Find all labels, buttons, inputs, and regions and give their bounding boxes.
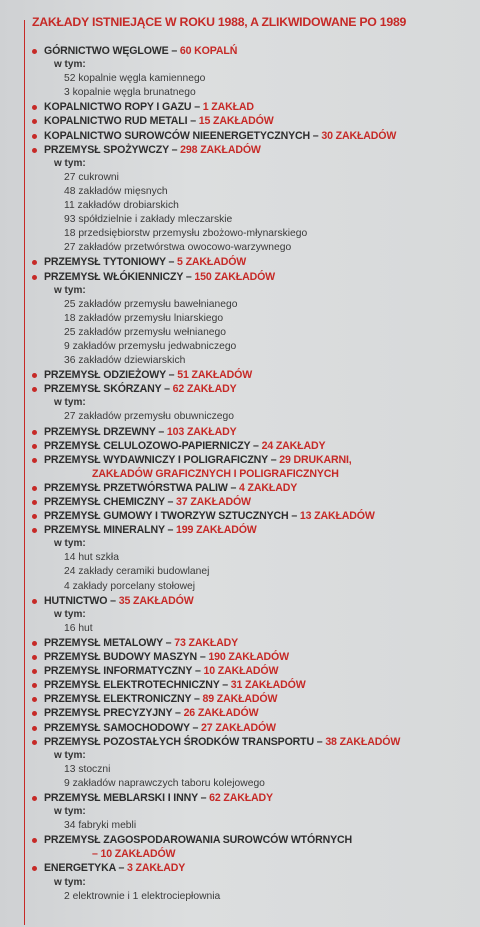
category-count: 26 ZAKŁADÓW bbox=[183, 707, 259, 720]
subheading-row bbox=[0, 58, 480, 72]
category-row bbox=[0, 129, 480, 143]
category-row bbox=[0, 833, 480, 847]
category-row bbox=[0, 636, 480, 650]
category-name: PRZEMYSŁ PRECYZYJNY – bbox=[44, 707, 184, 720]
category-name: PRZEMYSŁ MEBLARSKI I INNY – bbox=[44, 791, 210, 804]
sub-item-row bbox=[0, 890, 480, 904]
category-row bbox=[0, 678, 480, 692]
category-row bbox=[0, 114, 480, 128]
continuation-text: ZAKŁADÓW GRAFICZNYCH I POLIGRAFICZNYCH bbox=[92, 467, 339, 480]
category-name: PRZEMYSŁ METALOWY – bbox=[44, 636, 175, 649]
sub-item-text: 9 zakładów przemysłu jedwabniczego bbox=[64, 340, 237, 352]
bullet-icon bbox=[32, 726, 37, 731]
sub-item-row bbox=[0, 72, 480, 86]
category-row bbox=[0, 692, 480, 706]
category-count: 13 ZAKŁADÓW bbox=[299, 510, 375, 523]
category-count: 150 ZAKŁADÓW bbox=[194, 270, 276, 283]
bullet-icon bbox=[32, 711, 37, 716]
bullet-icon bbox=[32, 683, 37, 688]
category-name: PRZEMYSŁ SAMOCHODOWY – bbox=[44, 721, 202, 734]
category-row bbox=[0, 735, 480, 749]
category-label bbox=[44, 100, 254, 114]
category-label bbox=[44, 270, 275, 284]
sub-item-text: 48 zakładów mięsnych bbox=[64, 185, 168, 197]
sub-item-row bbox=[0, 312, 480, 326]
category-row bbox=[0, 100, 480, 114]
sub-item-text: 34 fabryki mebli bbox=[64, 820, 137, 832]
category-label bbox=[44, 664, 278, 678]
sub-item-row bbox=[0, 354, 480, 368]
category-row bbox=[0, 439, 480, 453]
category-name: PRZEMYSŁ ODZIEŻOWY – bbox=[44, 369, 178, 382]
sub-item-text: 4 zakłady porcelany stołowej bbox=[64, 580, 196, 592]
sub-item-row bbox=[0, 565, 480, 579]
closed-factories-list bbox=[0, 44, 480, 904]
sub-item-row bbox=[0, 86, 480, 100]
bullet-icon bbox=[32, 275, 37, 280]
bullet-icon bbox=[32, 655, 37, 660]
bullet-icon bbox=[32, 49, 37, 54]
w-tym-label: w tym: bbox=[54, 157, 86, 169]
category-count: 38 ZAKŁADÓW bbox=[325, 735, 401, 748]
category-name: PRZEMYSŁ BUDOWY MASZYN – bbox=[44, 651, 209, 664]
sub-item-row bbox=[0, 227, 480, 241]
category-row bbox=[0, 523, 480, 537]
sub-item-text: 13 stoczni bbox=[64, 763, 111, 775]
category-name: PRZEMYSŁ MINERALNY – bbox=[44, 524, 177, 537]
category-name: PRZEMYSŁ WŁÓKIENNICZY – bbox=[44, 270, 195, 283]
category-row bbox=[0, 143, 480, 157]
category-name: GÓRNICTWO WĘGLOWE – bbox=[44, 45, 180, 57]
category-label bbox=[44, 791, 273, 805]
category-row bbox=[0, 481, 480, 495]
category-label bbox=[44, 495, 251, 509]
sub-item-text: 25 zakładów przemysłu bawełnianego bbox=[64, 298, 238, 310]
category-row bbox=[0, 706, 480, 720]
bullet-icon bbox=[32, 528, 37, 533]
sub-item-text: 14 hut szkła bbox=[64, 552, 119, 564]
bullet-icon bbox=[32, 697, 37, 702]
subheading-row bbox=[0, 749, 480, 763]
category-name: PRZEMYSŁ ELEKTRONICZNY – bbox=[44, 693, 203, 706]
bullet-icon bbox=[32, 740, 37, 745]
w-tym-label: w tym: bbox=[54, 397, 86, 409]
sub-item-row bbox=[0, 551, 480, 565]
category-count: 35 ZAKŁADÓW bbox=[118, 594, 194, 607]
category-label bbox=[44, 509, 375, 523]
category-count: 37 ZAKŁADÓW bbox=[176, 496, 251, 508]
category-label bbox=[44, 453, 352, 467]
bullet-icon bbox=[32, 486, 37, 491]
bullet-icon bbox=[32, 119, 37, 124]
sub-item-text: 11 zakładów drobiarskich bbox=[64, 200, 179, 212]
category-name: PRZEMYSŁ DRZEWNY – bbox=[44, 425, 167, 438]
category-count: 4 ZAKŁADY bbox=[239, 481, 298, 494]
category-name: PRZEMYSŁ ELEKTROTECHNICZNY – bbox=[44, 679, 231, 692]
bullet-icon bbox=[32, 514, 37, 519]
bullet-icon bbox=[32, 458, 37, 463]
category-count: 1 ZAKŁAD bbox=[202, 101, 254, 114]
category-name: PRZEMYSŁ CELULOZOWO-PAPIERNICZY – bbox=[44, 439, 262, 452]
bullet-icon bbox=[32, 796, 37, 801]
category-row bbox=[0, 791, 480, 805]
category-row bbox=[0, 509, 480, 523]
category-label bbox=[44, 636, 238, 650]
category-count: 103 ZAKŁADY bbox=[166, 425, 237, 438]
w-tym-label: w tym: bbox=[54, 538, 86, 550]
sub-item-row bbox=[0, 185, 480, 199]
sub-item-text: 9 zakładów naprawczych taboru kolejowego bbox=[64, 777, 265, 789]
category-count: 3 ZAKŁADY bbox=[127, 862, 186, 875]
subheading-row bbox=[0, 608, 480, 622]
bullet-icon bbox=[32, 148, 37, 153]
category-label bbox=[44, 44, 237, 58]
category-label bbox=[44, 129, 396, 143]
document-title: ZAKŁADY ISTNIEJĄCE W ROKU 1988, A ZLIKWIDOWANE PO 1989 bbox=[32, 15, 407, 29]
category-row bbox=[0, 453, 480, 467]
subheading-row bbox=[0, 157, 480, 171]
category-count: 27 ZAKŁADÓW bbox=[201, 721, 276, 734]
category-count: 190 ZAKŁADÓW bbox=[208, 651, 289, 664]
category-label bbox=[44, 735, 400, 749]
category-name: KOPALNICTWO ROPY I GAZU – bbox=[44, 101, 203, 114]
sub-item-row bbox=[0, 298, 480, 312]
subheading-row bbox=[0, 805, 480, 819]
category-count: 89 ZAKŁADÓW bbox=[202, 693, 278, 706]
sub-item-text: 27 zakładów przemysłu obuwniczego bbox=[64, 411, 234, 423]
category-label bbox=[44, 114, 274, 128]
category-name: PRZEMYSŁ TYTONIOWY – bbox=[44, 256, 178, 269]
w-tym-label: w tym: bbox=[54, 608, 86, 620]
sub-item-row bbox=[0, 340, 480, 354]
sub-item-text: 24 zakłady ceramiki budowlanej bbox=[64, 566, 210, 578]
bullet-icon bbox=[32, 599, 37, 604]
category-label bbox=[44, 650, 289, 664]
continuation-text: – 10 ZAKŁADÓW bbox=[92, 848, 176, 861]
category-row bbox=[0, 721, 480, 735]
category-row bbox=[0, 664, 480, 678]
bullet-icon bbox=[32, 444, 37, 449]
bullet-icon bbox=[32, 669, 37, 674]
category-name: PRZEMYSŁ INFORMATYCZNY – bbox=[44, 665, 204, 678]
w-tym-label: w tym: bbox=[54, 876, 86, 888]
bullet-icon bbox=[32, 387, 37, 392]
category-count: 5 ZAKŁADÓW bbox=[177, 256, 247, 269]
bullet-icon bbox=[32, 430, 37, 435]
sub-item-text: 25 zakładów przemysłu wełnianego bbox=[64, 326, 226, 338]
category-name: KOPALNICTWO RUD METALI – bbox=[44, 115, 199, 128]
category-name: HUTNICTWO – bbox=[44, 594, 119, 607]
category-label bbox=[44, 368, 252, 382]
bullet-icon bbox=[32, 641, 37, 646]
continuation-row bbox=[0, 467, 480, 481]
category-row bbox=[0, 368, 480, 382]
category-name: KOPALNICTWO SUROWCÓW NIEENERGETYCZNYCH – bbox=[44, 129, 322, 142]
category-count: 10 ZAKŁADÓW bbox=[203, 665, 279, 678]
sub-item-row bbox=[0, 241, 480, 255]
bullet-icon bbox=[32, 838, 37, 843]
category-label bbox=[44, 678, 306, 692]
category-count: 62 ZAKŁADY bbox=[209, 791, 273, 804]
sub-item-text: 36 zakładów dziewiarskich bbox=[64, 355, 186, 367]
category-row bbox=[0, 255, 480, 269]
category-count: 199 ZAKŁADÓW bbox=[176, 524, 257, 537]
category-row bbox=[0, 270, 480, 284]
category-row bbox=[0, 425, 480, 439]
bullet-icon bbox=[32, 373, 37, 378]
category-name: PRZEMYSŁ GUMOWY I TWORZYW SZTUCZNYCH – bbox=[44, 510, 300, 523]
category-name: PRZEMYSŁ PRZETWÓRSTWA PALIW – bbox=[44, 481, 240, 494]
category-label bbox=[44, 143, 261, 157]
continuation-row bbox=[0, 847, 480, 861]
w-tym-label: w tym: bbox=[54, 806, 86, 818]
category-label bbox=[44, 692, 277, 706]
bullet-icon bbox=[32, 260, 37, 265]
category-count: 60 KOPALŃ bbox=[179, 45, 238, 57]
sub-item-row bbox=[0, 213, 480, 227]
category-name: PRZEMYSŁ CHEMICZNY – bbox=[44, 496, 177, 508]
sub-item-text: 52 kopalnie węgla kamiennego bbox=[64, 73, 206, 85]
category-row bbox=[0, 594, 480, 608]
sub-item-text: 3 kopalnie węgla brunatnego bbox=[64, 87, 196, 99]
bullet-icon bbox=[32, 500, 37, 505]
category-row bbox=[0, 861, 480, 875]
category-row bbox=[0, 44, 480, 58]
category-label bbox=[44, 382, 237, 396]
category-count: 51 ZAKŁADÓW bbox=[177, 369, 253, 382]
category-count: 30 ZAKŁADÓW bbox=[321, 129, 397, 142]
sub-item-row bbox=[0, 819, 480, 833]
category-count: 73 ZAKŁADY bbox=[174, 636, 239, 649]
sub-item-row bbox=[0, 326, 480, 340]
bullet-icon bbox=[32, 105, 37, 110]
category-name: PRZEMYSŁ WYDAWNICZY I POLIGRAFICZNY – bbox=[44, 453, 280, 466]
sub-item-row bbox=[0, 777, 480, 791]
sub-item-text: 27 cukrowni bbox=[64, 171, 119, 183]
sub-item-row bbox=[0, 171, 480, 185]
subheading-row bbox=[0, 396, 480, 410]
category-label bbox=[44, 439, 325, 453]
subheading-row bbox=[0, 537, 480, 551]
category-count: 31 ZAKŁADÓW bbox=[230, 679, 306, 692]
category-label bbox=[44, 833, 352, 847]
bullet-icon bbox=[32, 134, 37, 139]
category-label bbox=[44, 523, 257, 537]
category-row bbox=[0, 382, 480, 396]
sub-item-row bbox=[0, 199, 480, 213]
category-count: 15 ZAKŁADÓW bbox=[198, 115, 274, 128]
category-row bbox=[0, 650, 480, 664]
category-count: 62 ZAKŁADY bbox=[172, 383, 237, 396]
category-count: 29 DRUKARNI, bbox=[279, 453, 352, 466]
category-name: PRZEMYSŁ POZOSTAŁYCH ŚRODKÓW TRANSPORTU – bbox=[44, 735, 326, 748]
subheading-row bbox=[0, 876, 480, 890]
category-label bbox=[44, 481, 297, 495]
sub-item-row bbox=[0, 410, 480, 424]
sub-item-text: 18 przedsiębiorstw przemysłu zbożowo-młynarskiego bbox=[64, 228, 308, 240]
category-label bbox=[44, 721, 276, 735]
sub-item-text: 27 zakładów przetwórstwa owocowo-warzywnego bbox=[64, 242, 292, 254]
subheading-row bbox=[0, 284, 480, 298]
category-count: 298 ZAKŁADÓW bbox=[180, 143, 261, 156]
category-name: ENERGETYKA – bbox=[44, 862, 128, 875]
category-name: PRZEMYSŁ SKÓRZANY – bbox=[44, 383, 173, 396]
sub-item-row bbox=[0, 622, 480, 636]
sub-item-text: 18 zakładów przemysłu lniarskiego bbox=[64, 312, 224, 324]
category-label bbox=[44, 706, 258, 720]
bullet-icon bbox=[32, 866, 37, 871]
w-tym-label: w tym: bbox=[54, 59, 86, 71]
w-tym-label: w tym: bbox=[54, 284, 86, 296]
sub-item-text: 2 elektrownie i 1 elektrociepłownia bbox=[64, 890, 221, 902]
category-label bbox=[44, 594, 194, 608]
category-row bbox=[0, 495, 480, 509]
category-count: 24 ZAKŁADY bbox=[261, 439, 326, 452]
category-label bbox=[44, 255, 246, 269]
category-name: PRZEMYSŁ ZAGOSPODAROWANIA SUROWCÓW WTÓRNYCH bbox=[44, 834, 353, 847]
category-name: PRZEMYSŁ SPOŻYWCZY – bbox=[44, 143, 181, 156]
category-label bbox=[44, 861, 185, 875]
w-tym-label: w tym: bbox=[54, 749, 86, 761]
sub-item-text: 16 hut bbox=[64, 622, 93, 634]
sub-item-row bbox=[0, 763, 480, 777]
sub-item-row bbox=[0, 580, 480, 594]
sub-item-text: 93 spółdzielnie i zakłady mleczarskie bbox=[64, 214, 233, 226]
category-label bbox=[44, 425, 237, 439]
